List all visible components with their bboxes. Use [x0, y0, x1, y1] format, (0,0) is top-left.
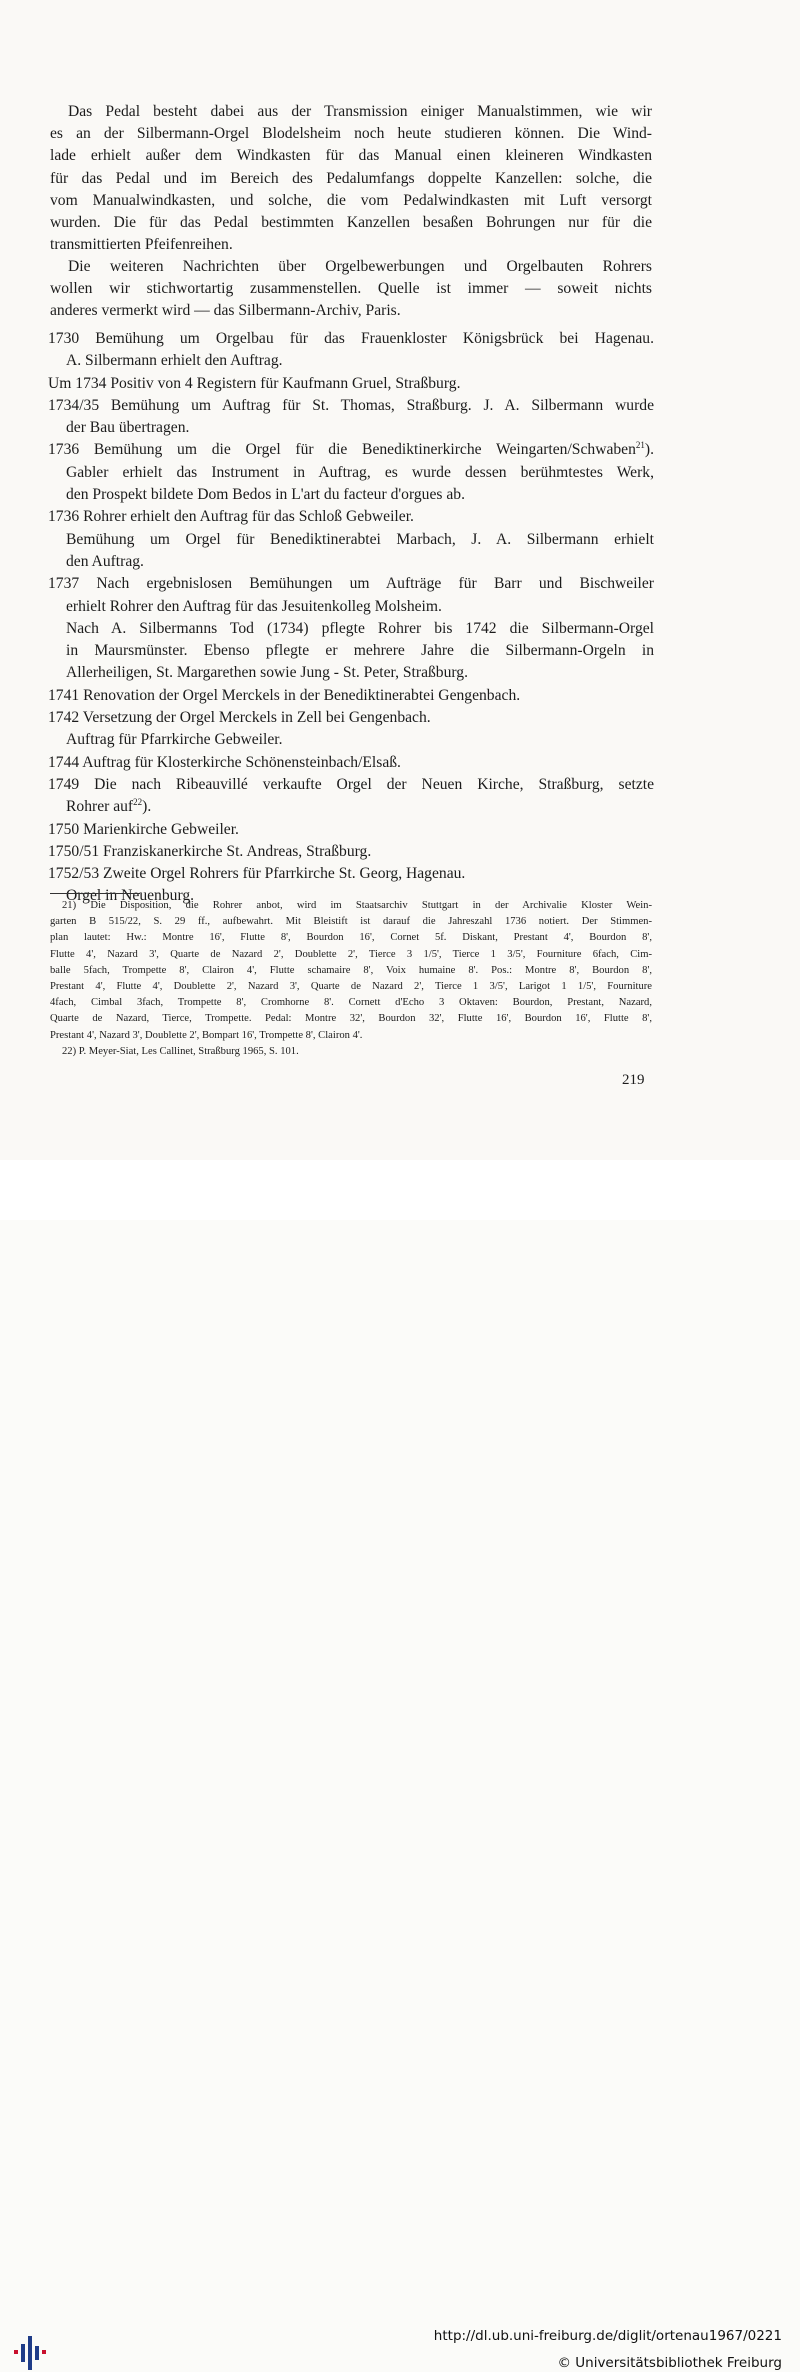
text-line: 1736 Bemühung um die Orgel für die Benediktinerkirche Weingarten/Schwaben [48, 441, 636, 459]
footnote-ref-suffix: ). [644, 441, 654, 459]
list-item [48, 707, 654, 729]
text-line: 1730 Bemühung um Orgelbau für das Frauenkloster Königsbrück bei Hagenau. [48, 330, 654, 347]
footnote-22 [50, 1044, 652, 1060]
university-logo-icon [12, 2334, 52, 2372]
text-line: erhielt Rohrer den Auftrag für das Jesuitenkolleg Molsheim. [66, 597, 442, 615]
list-item [48, 774, 654, 819]
list-item [48, 439, 654, 506]
footnote-ref-22: 22 [133, 797, 143, 808]
footnote-divider [50, 893, 140, 894]
text-line: 1742 Versetzung der Orgel Merckels in Zell bei Gengenbach. [48, 709, 431, 727]
text-line: lade erhielt außer dem Windkasten für das Manual einen kleineren Windkasten [50, 147, 652, 165]
text-line: Auftrag für Pfarrkirche Gebweiler. [66, 731, 283, 749]
text-line: wurden. Die für das Pedal bestimmten Kanzellen besaßen Bohrungen nur für die [50, 214, 652, 232]
text-line [48, 796, 654, 818]
paragraph-pedal [50, 101, 652, 256]
viewer-footer [0, 1160, 800, 2371]
footnote-line: 4fach, Cimbal 3fach, Trompette 8', Cromhorne 8'. Cornett d'Echo 3 Oktaven: Bourdon, Prestant, Nazard, [50, 997, 652, 1009]
footnote-line: balle 5fach, Trompette 8', Clairon 4', Flutte schamaire 8', Voix humaine 8'. Pos.: Montre 8', Bourdon 8', [50, 964, 652, 976]
page-number: 219 [622, 1072, 645, 1088]
text-line: anderes vermerkt wird — das Silbermann-Archiv, Paris. [50, 302, 401, 320]
text-line: Gabler erhielt das Instrument in Auftrag, es wurde dessen berühmtestes Werk, [66, 463, 654, 481]
text-line: Das Pedal besteht dabei aus der Transmission einiger Manualstimmen, wie wir [68, 103, 652, 120]
list-item [48, 529, 654, 574]
text-line: 1750 Marienkirche Gebweiler. [48, 820, 239, 838]
text-line: wollen wir stichwortartig zusammenstellen. Quelle ist immer — soweit nichts [50, 280, 652, 298]
footnote-line: 21) Die Disposition, die Rohrer anbot, wird im Staatsarchiv Stuttgart in der Archivalie Kloster Wein- [62, 900, 652, 911]
text-line: A. Silbermann erhielt den Auftrag. [66, 352, 283, 370]
text-line: Allerheiligen, St. Margarethen sowie Jung - St. Peter, Straßburg. [66, 664, 469, 682]
list-item [48, 328, 654, 373]
text-line: es an der Silbermann-Orgel Blodelsheim noch heute studieren können. Die Wind- [50, 125, 652, 143]
text-line: den Auftrag. [66, 552, 144, 570]
chronology-list [48, 328, 654, 908]
list-item [48, 573, 654, 618]
footnote-line: Quarte de Nazard, Tierce, Trompette. Pedal: Montre 32', Bourdon 32', Flutte 16', Bourdon 16', Flutte 8', [50, 1013, 652, 1025]
footnote-21 [50, 898, 652, 1044]
text-line: Bemühung um Orgel für Benediktinerabtei Marbach, J. A. Silbermann erhielt [66, 530, 654, 548]
text-line: 1736 Rohrer erhielt den Auftrag für das Schloß Gebweiler. [48, 508, 414, 526]
footnote-ref-21: 21 [635, 440, 645, 451]
list-item [48, 819, 654, 841]
footnote-line: garten B 515/22, S. 29 ff., aufbewahrt. Mit Bleistift ist darauf die Jahreszahl 1736 notiert. Der Stimmen- [50, 916, 652, 928]
text-line: Rohrer auf [66, 798, 134, 816]
footnote-line: Prestant 4', Flutte 4', Doublette 2', Nazard 3', Quarte de Nazard 2', Tierce 1 3/5', Larigot 1 1/5', Fourniture [50, 981, 652, 993]
list-item [48, 618, 654, 685]
paragraph-nachrichten [50, 256, 652, 323]
text-line: 1737 Nach ergebnislosen Bemühungen um Aufträge für Barr und Bischweiler [48, 575, 654, 593]
text-line: der Bau übertragen. [66, 419, 190, 437]
list-item [48, 863, 654, 885]
text-line: Um 1734 Positiv von 4 Registern für Kaufmann Gruel, Straßburg. [48, 374, 461, 392]
footnote-line: plan lautet: Hw.: Montre 16', Flutte 8', Bourdon 16', Cornet 5f. Diskant, Prestant 4', Bourdon 8', [50, 932, 652, 944]
copyright-notice: © Universitätsbibliothek Freiburg [557, 2355, 782, 2371]
text-line [48, 439, 654, 461]
footnote-line: Flutte 4', Nazard 3', Quarte de Nazard 2', Doublette 2', Tierce 3 1/5', Tierce 1 3/5', Fourniture 6fach, Cim- [50, 948, 652, 960]
list-item [48, 373, 654, 395]
text-line: in Maursmünster. Ebenso pflegte er mehrere Jahre die Silbermann-Orgeln in [66, 642, 654, 660]
text-line: den Prospekt bildete Dom Bedos in L'art du facteur d'orgues ab. [66, 486, 465, 504]
text-line: 1741 Renovation der Orgel Merckels in der Benediktinerabtei Gengenbach. [48, 686, 521, 704]
footnote-line: 22) P. Meyer-Siat, Les Callinet, Straßburg 1965, S. 101. [62, 1046, 299, 1057]
footnote-line: Prestant 4', Nazard 3', Doublette 2', Bompart 16', Trompette 8', Clairon 4'. [50, 1029, 363, 1041]
text-line: Nach A. Silbermanns Tod (1734) pflegte Rohrer bis 1742 die Silbermann-Orgel [66, 619, 654, 637]
list-item [48, 395, 654, 440]
text-line: vom Manualwindkasten, und solche, die vom Pedalwindkasten mit Luft versorgt [50, 191, 652, 209]
document-page [0, 0, 800, 1160]
text-line: für das Pedal und im Bereich des Pedalumfangs doppelte Kanzellen: solche, die [50, 169, 652, 187]
text-line: 1744 Auftrag für Klosterkirche Schönensteinbach/Elsaß. [48, 753, 401, 771]
text-line: Orgel in Neuenburg. [66, 887, 195, 905]
list-item [48, 841, 654, 863]
text-line: transmittierten Pfeifenreihen. [50, 236, 233, 254]
footnote-ref-suffix: ). [142, 798, 152, 816]
source-url-link[interactable]: http://dl.ub.uni-freiburg.de/diglit/ortenau1967/0221 [433, 2328, 782, 2344]
text-line: 1750/51 Franziskanerkirche St. Andreas, Straßburg. [48, 842, 372, 860]
list-item [48, 506, 654, 528]
text-line: 1752/53 Zweite Orgel Rohrers für Pfarrkirche St. Georg, Hagenau. [48, 865, 466, 883]
list-item [48, 685, 654, 707]
text-line: Die weiteren Nachrichten über Orgelbewerbungen und Orgelbauten Rohrers [68, 258, 652, 275]
list-item [48, 752, 654, 774]
text-line: 1749 Die nach Ribeauvillé verkaufte Orgel der Neuen Kirche, Straßburg, setzte [48, 775, 654, 793]
text-line: 1734/35 Bemühung um Auftrag für St. Thomas, Straßburg. J. A. Silbermann wurde [48, 396, 654, 414]
list-item [48, 729, 654, 751]
